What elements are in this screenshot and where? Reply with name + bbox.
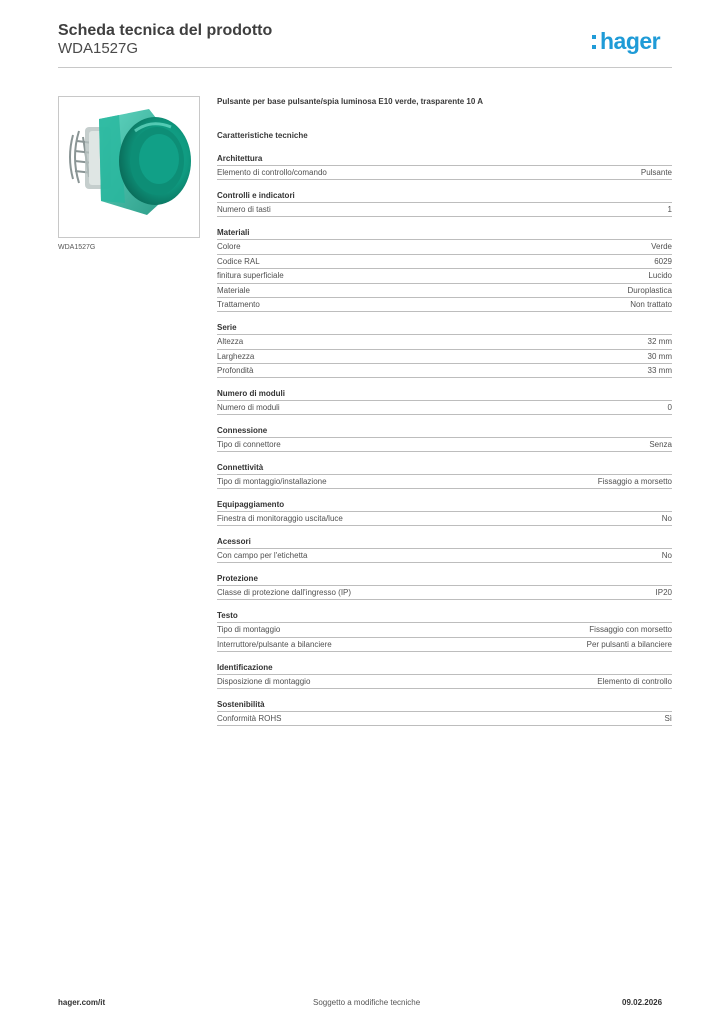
spec-row — [217, 674, 672, 689]
spec-label: Numero di moduli — [217, 403, 280, 412]
section-title: Connessione — [217, 426, 268, 435]
section-title: Acessori — [217, 537, 251, 546]
spec-row — [217, 254, 672, 269]
section-rows — [217, 165, 672, 180]
section-title: Numero di moduli — [217, 389, 285, 398]
section-rows — [217, 202, 672, 217]
spec-label: Colore — [217, 242, 241, 251]
spec-row — [217, 474, 672, 489]
spec-value: Fissaggio con morsetto — [589, 625, 672, 634]
section-rows — [217, 437, 672, 452]
logo-text: hager — [600, 28, 661, 54]
spec-value: 30 mm — [647, 351, 672, 361]
spec-row — [217, 165, 672, 180]
spec-section — [217, 499, 672, 526]
spec-row — [217, 585, 672, 600]
spec-section — [217, 699, 672, 726]
spec-value: Pulsante — [640, 168, 672, 177]
spec-label: Tipo di montaggio — [217, 625, 281, 634]
spec-value: IP20 — [655, 588, 672, 597]
spec-value: Lucido — [648, 271, 672, 280]
section-rows — [217, 474, 672, 489]
spec-row — [217, 363, 672, 378]
spec-section — [217, 227, 672, 312]
section-rows — [217, 334, 672, 378]
spec-row — [217, 437, 672, 452]
spec-row — [217, 283, 672, 298]
spec-section — [217, 573, 672, 600]
spec-label: Disposizione di montaggio — [217, 676, 311, 686]
spec-label: finitura superficiale — [217, 271, 284, 280]
spec-value: No — [661, 551, 672, 560]
footer-date: 09.02.2026 — [622, 998, 663, 1007]
spec-label: Profondità — [217, 366, 254, 375]
spec-row — [217, 637, 672, 652]
spec-label: Classe di protezione dall'ingresso (IP) — [217, 588, 352, 597]
push-button-illustration — [59, 97, 199, 237]
spec-value: Verde — [651, 242, 672, 251]
spec-row — [217, 334, 672, 349]
section-rows — [217, 400, 672, 415]
spec-row — [217, 548, 672, 563]
spec-label: Codice RAL — [217, 256, 260, 266]
product-code: WDA1527G — [58, 40, 139, 57]
image-caption: WDA1527G — [58, 244, 96, 251]
page-title: Scheda tecnica del prodotto — [58, 22, 273, 39]
product-image — [58, 96, 200, 238]
spec-content — [217, 96, 672, 736]
spec-label: Elemento di controllo/comando — [217, 168, 327, 177]
footer-website: hager.com/it — [58, 998, 106, 1007]
spec-section — [217, 388, 672, 415]
spec-row — [217, 202, 672, 217]
footer-notice: Soggetto a modifiche tecniche — [313, 998, 421, 1007]
section-rows — [217, 548, 672, 563]
spec-section — [217, 425, 672, 452]
section-title: Controlli e indicatori — [217, 191, 295, 200]
spec-value: Per pulsanti a bilanciere — [586, 639, 672, 649]
spec-label: Finestra di monitoraggio uscita/luce — [217, 514, 343, 523]
spec-section — [217, 190, 672, 217]
spec-row — [217, 349, 672, 364]
section-title: Sostenibilità — [217, 699, 265, 709]
spec-value: No — [661, 514, 672, 523]
logo-colon-mark — [592, 35, 598, 49]
section-title: Connettività — [217, 463, 264, 472]
spec-section — [217, 536, 672, 563]
spec-label: Interruttore/pulsante a bilanciere — [217, 639, 332, 649]
spec-value: 1 — [667, 205, 672, 214]
product-description: Pulsante per base pulsante/spia luminosa E10 verde, trasparente 10 A — [217, 97, 484, 106]
spec-row — [217, 511, 672, 526]
section-title: Identificazione — [217, 662, 273, 672]
spec-section — [217, 462, 672, 489]
spec-label: Larghezza — [217, 351, 255, 361]
spec-label: Tipo di montaggio/installazione — [217, 477, 327, 486]
spec-row — [217, 400, 672, 415]
spec-label: Materiale — [217, 285, 250, 295]
spec-section — [217, 610, 672, 652]
spec-row — [217, 239, 672, 254]
section-title: Equipaggiamento — [217, 500, 285, 509]
section-rows — [217, 622, 672, 652]
hager-logo — [592, 28, 660, 56]
spec-row — [217, 268, 672, 283]
spec-section — [217, 322, 672, 378]
spec-label: Altezza — [217, 337, 244, 346]
spec-value: Fissaggio a morsetto — [597, 477, 672, 486]
section-rows — [217, 585, 672, 600]
header-divider — [58, 67, 672, 68]
spec-section — [217, 662, 672, 689]
spec-section — [217, 153, 672, 180]
spec-value: Duroplastica — [627, 285, 672, 295]
spec-row — [217, 711, 672, 726]
spec-value: Non trattato — [630, 300, 672, 309]
spec-value: Senza — [649, 440, 672, 449]
spec-label: Conformità ROHS — [217, 713, 282, 723]
section-rows — [217, 711, 672, 726]
section-title: Protezione — [217, 574, 258, 583]
section-title: Serie — [217, 323, 237, 332]
technical-characteristics-heading: Caratteristiche tecniche — [217, 131, 308, 140]
spec-value: Elemento di controllo — [597, 676, 672, 686]
spec-value: 33 mm — [647, 366, 672, 375]
section-title: Materiali — [217, 228, 250, 237]
spec-value: 32 mm — [647, 337, 672, 346]
section-rows — [217, 239, 672, 312]
spec-value: 6029 — [654, 256, 672, 266]
section-rows — [217, 511, 672, 526]
spec-value: 0 — [667, 403, 672, 412]
spec-label: Tipo di connettore — [217, 440, 281, 449]
section-title: Testo — [217, 611, 238, 620]
spec-sections — [217, 153, 672, 726]
spec-label: Con campo per l'etichetta — [217, 551, 308, 560]
spec-row — [217, 297, 672, 312]
spec-row — [217, 622, 672, 637]
section-rows — [217, 674, 672, 689]
section-title: Architettura — [217, 154, 263, 163]
spec-label: Trattamento — [217, 300, 260, 309]
spec-value: Sì — [664, 713, 672, 723]
spec-label: Numero di tasti — [217, 205, 271, 214]
